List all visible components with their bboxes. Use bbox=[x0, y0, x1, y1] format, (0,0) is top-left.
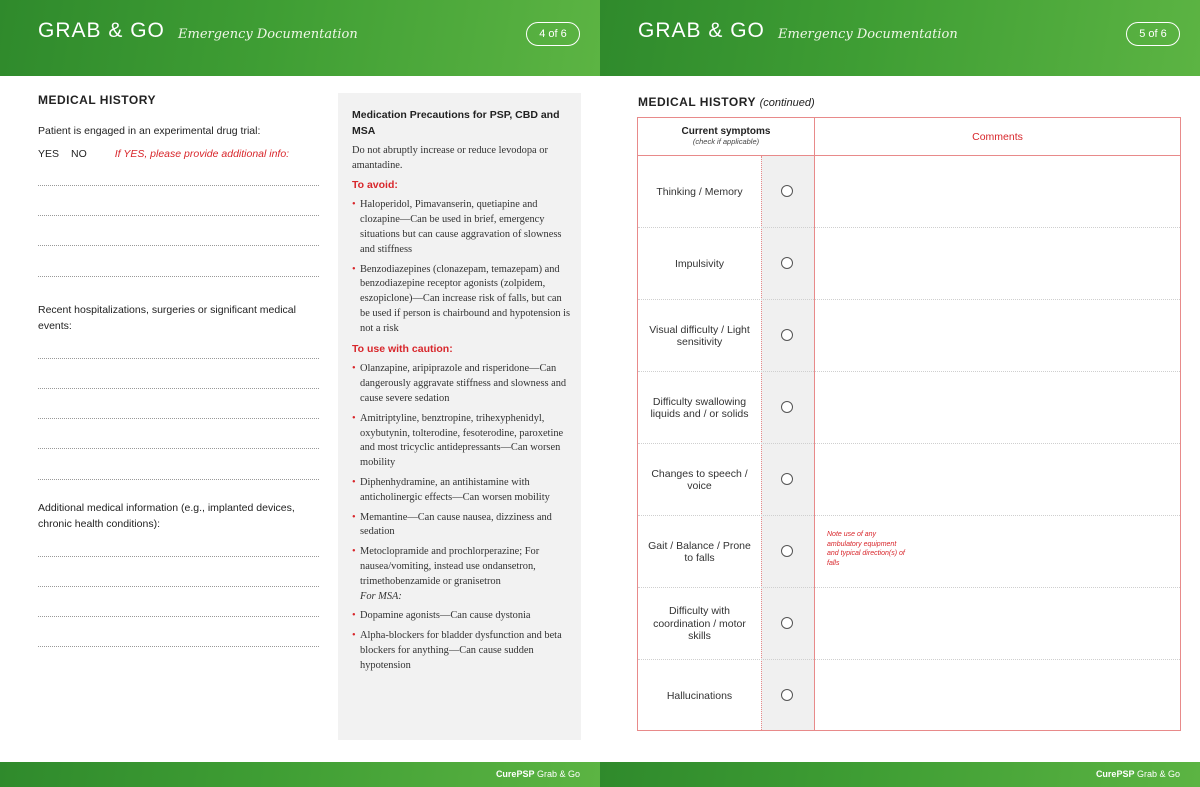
msa-item: • Alpha-blockers for bladder dysfunction and beta blockers for anything—Can cause sudden hypotension bbox=[352, 629, 572, 673]
caution-item: • Memantine—Can cause nausea, dizziness and sedation bbox=[352, 511, 572, 541]
brand-title: GRAB & GO bbox=[38, 19, 165, 42]
symptom-label: Visual difficulty / Light sensitivity bbox=[649, 323, 750, 348]
if-yes-prompt: If YES, please provide additional info: bbox=[114, 148, 290, 160]
caution-heading: To use with caution: bbox=[352, 342, 453, 355]
brand-title: GRAB & GO bbox=[638, 19, 765, 42]
symptom-checkbox[interactable] bbox=[781, 185, 793, 197]
write-line[interactable] bbox=[38, 646, 319, 647]
symptoms-column-header bbox=[638, 118, 815, 156]
write-line[interactable] bbox=[38, 479, 319, 480]
caution-item: • Metoclopramide and prochlorperazine; For nausea/vomiting, instead use ondansetron, trimethobenzamide or granisetron bbox=[352, 545, 572, 589]
symptom-label: Hallucinations bbox=[666, 689, 733, 702]
symptom-checkbox[interactable] bbox=[781, 689, 793, 701]
caution-item: • Amitriptyline, benztropine, trihexyphenidyl, oxybutynin, tolterodine, fesoterodine, paroxetine and most tricyclic antidepressants—Can worsen mobility bbox=[352, 412, 572, 471]
page-footer bbox=[0, 762, 600, 787]
write-line[interactable] bbox=[38, 556, 319, 557]
write-line[interactable] bbox=[38, 586, 319, 587]
msa-note: For MSA: bbox=[360, 590, 402, 602]
footer-brand-rest: Grab & Go bbox=[1136, 769, 1180, 779]
table-row bbox=[638, 300, 1180, 372]
symptom-label: Thinking / Memory bbox=[656, 185, 743, 198]
caution-item: • Olanzapine, aripiprazole and risperidone—Can dangerously aggravate stiffness and slowness and cause severe sedation bbox=[352, 362, 572, 406]
yes-option[interactable]: YES bbox=[38, 148, 60, 160]
no-option[interactable]: NO bbox=[71, 148, 87, 160]
symptom-checkbox[interactable] bbox=[781, 257, 793, 269]
table-row bbox=[638, 156, 1180, 228]
symptom-label: Gait / Balance / Prone to falls bbox=[648, 539, 751, 564]
footer-brand bbox=[496, 769, 580, 779]
avoid-item: • Haloperidol, Pimavanserin, quetiapine and clozapine—Can be used in brief, emergency situations but can cause aggravation of slowness and stiffness bbox=[352, 198, 572, 257]
symptoms-table bbox=[637, 117, 1181, 731]
avoid-heading: To avoid: bbox=[352, 178, 398, 191]
comment-note: Note use of any ambulatory equipment and typical direction(s) of falls bbox=[827, 531, 905, 567]
caution-item: • Diphenhydramine, an antihistamine with anticholinergic effects—Can worsen mobility bbox=[352, 476, 572, 506]
write-line[interactable] bbox=[38, 245, 319, 246]
footer-brand-bold: CurePSP bbox=[1095, 769, 1135, 779]
table-row bbox=[638, 516, 1180, 588]
page-header bbox=[600, 0, 1200, 76]
write-line[interactable] bbox=[38, 388, 319, 389]
medication-precautions-panel bbox=[338, 93, 581, 740]
symptom-label: Difficulty with coordination / motor skills bbox=[653, 605, 746, 643]
right-page bbox=[600, 0, 1200, 787]
page-header bbox=[0, 0, 600, 76]
symptom-checkbox[interactable] bbox=[781, 401, 793, 413]
table-row bbox=[638, 588, 1180, 660]
symptom-label: Impulsivity bbox=[674, 257, 724, 270]
table-row bbox=[638, 660, 1180, 732]
table-row bbox=[638, 372, 1180, 444]
hospitalizations-question: Recent hospitalizations, surgeries or significant medical events: bbox=[38, 304, 296, 332]
write-line[interactable] bbox=[38, 616, 319, 617]
msa-item: • Dopamine agonists—Can cause dystonia bbox=[352, 609, 572, 624]
section-title: MEDICAL HISTORY bbox=[38, 93, 156, 107]
table-row bbox=[638, 228, 1180, 300]
symptom-label: Difficulty swallowing liquids and / or solids bbox=[650, 395, 749, 420]
write-line[interactable] bbox=[38, 358, 319, 359]
yes-no-options bbox=[38, 148, 301, 160]
section-title bbox=[638, 95, 815, 109]
page-number-badge: 5 of 6 bbox=[1126, 22, 1180, 46]
write-line[interactable] bbox=[38, 448, 319, 449]
brand-subtitle: Emergency Documentation bbox=[778, 27, 958, 42]
section-title-suffix: (continued) bbox=[759, 97, 815, 109]
avoid-item: • Benzodiazepines (clonazepam, temazepam) and benzodiazepine receptor agonists (zolpidem, eszopiclone)—Can increase risk of falls, but can be used if person is chairbound and hypotension is not a risk bbox=[352, 263, 572, 337]
symptom-checkbox[interactable] bbox=[781, 329, 793, 341]
footer-brand bbox=[1096, 769, 1180, 779]
write-line[interactable] bbox=[38, 418, 319, 419]
table-row bbox=[638, 444, 1180, 516]
comments-column-header: Comments bbox=[815, 118, 1180, 156]
brand-subtitle: Emergency Documentation bbox=[178, 27, 358, 42]
panel-title: Medication Precautions for PSP, CBD and MSA bbox=[352, 109, 560, 137]
page-footer bbox=[600, 762, 1200, 787]
trial-question: Patient is engaged in an experimental drug trial: bbox=[38, 125, 261, 137]
footer-brand-bold: CurePSP bbox=[495, 769, 535, 779]
footer-brand-rest: Grab & Go bbox=[536, 769, 580, 779]
write-line[interactable] bbox=[38, 276, 319, 277]
panel-body bbox=[352, 144, 572, 679]
section-title-text: MEDICAL HISTORY bbox=[638, 95, 756, 109]
symptom-checkbox[interactable] bbox=[781, 545, 793, 557]
symptoms-header-label: Current symptoms bbox=[681, 126, 771, 137]
write-line[interactable] bbox=[38, 215, 319, 216]
symptoms-header-sub: (check if applicable) bbox=[692, 137, 760, 146]
additional-info-question: Additional medical information (e.g., implanted devices, chronic health conditions): bbox=[38, 502, 295, 530]
write-line[interactable] bbox=[38, 185, 319, 186]
symptom-label: Changes to speech / voice bbox=[651, 467, 748, 492]
page-number-badge: 4 of 6 bbox=[526, 22, 580, 46]
symptom-checkbox[interactable] bbox=[781, 617, 793, 629]
panel-intro: Do not abruptly increase or reduce levodopa or amantadine. bbox=[352, 145, 548, 171]
symptom-checkbox[interactable] bbox=[781, 473, 793, 485]
